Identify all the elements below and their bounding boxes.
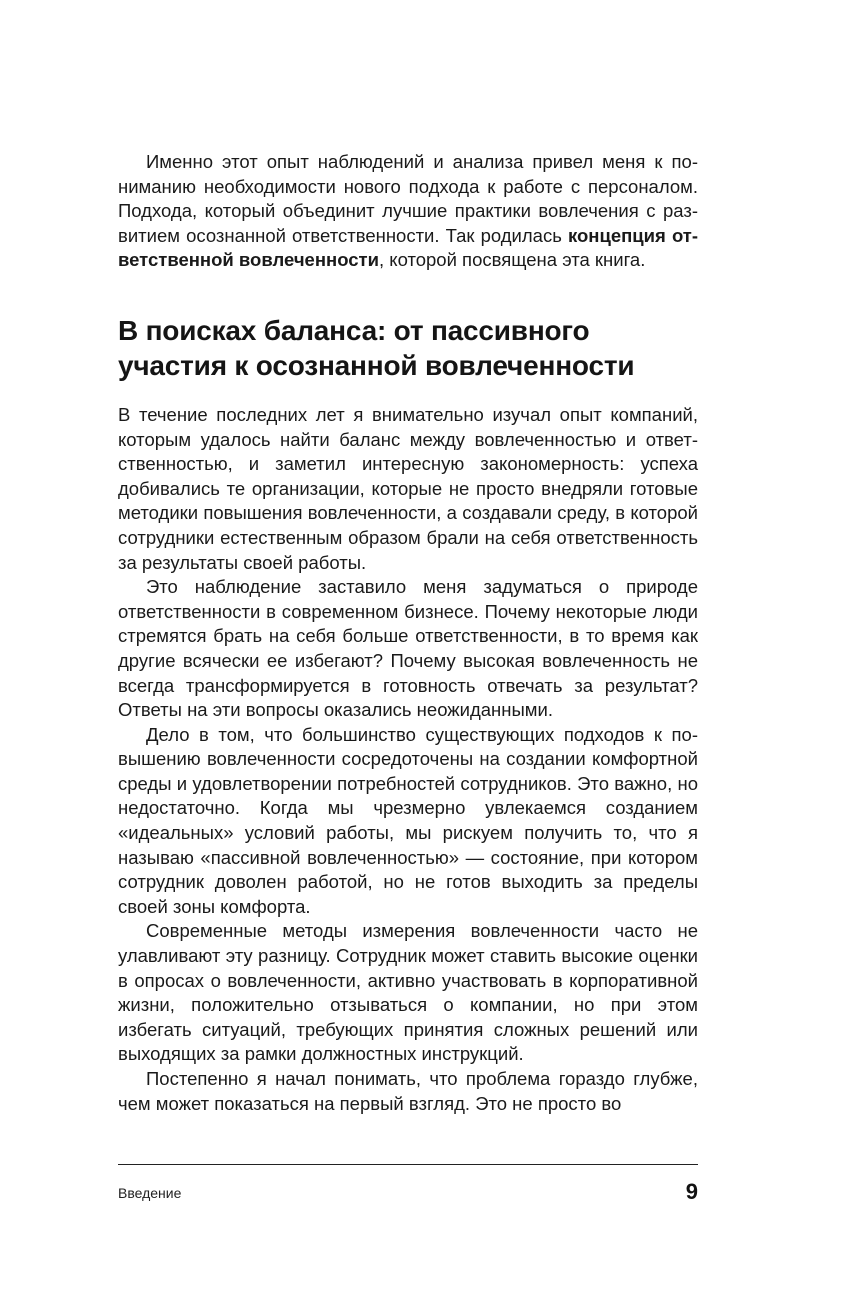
page-number: 9	[685, 1179, 698, 1204]
intro-text-end: , которой посвящена эта книга.	[378, 249, 646, 271]
paragraph-1: В течение последних лет я внимательно изучал опыт компаний, которым удалось найти баланс между вовлеченностью и ответственностью, и заметил интересную закономерность: успеха добивались те организации, которые не просто внедряли готовые методики повышения вовлеченности, а создавали среду, в которой сотрудники естественным образом брали на себя ответственность за результаты своей работы.	[118, 403, 698, 573]
page-body	[118, 150, 698, 1116]
paragraph-4: Современные методы измерения вовлеченности часто не улавливают эту разницу. Сотрудник может ставить высокие оценки в опросах о вовлеченности, активно участвовать в корпоративной жизни, положительно отзываться о компании, но при этом избегать ситуаций, требующих принятия сложных решений или выходящих за рамки должностных инструкций.	[118, 920, 698, 1065]
paragraph-5: Постепенно я начал понимать, что проблема гораздо глубже, чем может показаться на первый взгляд. Это не просто во	[118, 1068, 698, 1114]
paragraph-3: Дело в том, что большинство существующих подходов к повышению вовлеченности сосредоточены на создании комфортной среды и удовлетворении потребностей сотрудников. Это важно, но недостаточно. Когда мы чрезмерно увлекаемся созданием «идеальных» условий работы, мы рискуем получить то, что я называю «пассивной вовлеченностью» — состояние, при котором сотрудник доволен работой, но не готов выходить за пределы своей зоны комфорта.	[118, 723, 698, 917]
intro-text-start: Именно этот опыт наблюдений и анализа привел меня к пониманию необходимости нового подхода к работе с персоналом. Подхода, который объединит лучшие практики вовлечения с развитием осознанной ответственности. Так родилась	[118, 151, 698, 246]
paragraph-2: Это наблюдение заставило меня задуматься о природе ответственности в современном бизнесе. Почему некоторые люди стремятся брать на себя больше ответственности, в то время как другие всячески ее избегают? Почему высокая вовлеченность не всегда трансформируется в готовность отвечать за результат? Ответы на эти вопросы оказались неожиданными.	[118, 576, 698, 721]
section-heading: В поисках баланса: от пассивного участия к осознанной вовлеченности	[118, 314, 635, 381]
intro-paragraph	[118, 150, 698, 273]
intro-bold-concept: концепция ответственной вовлеченности	[118, 224, 699, 271]
footer-divider	[118, 1164, 698, 1165]
footer-section-label: Введение	[118, 1185, 182, 1201]
